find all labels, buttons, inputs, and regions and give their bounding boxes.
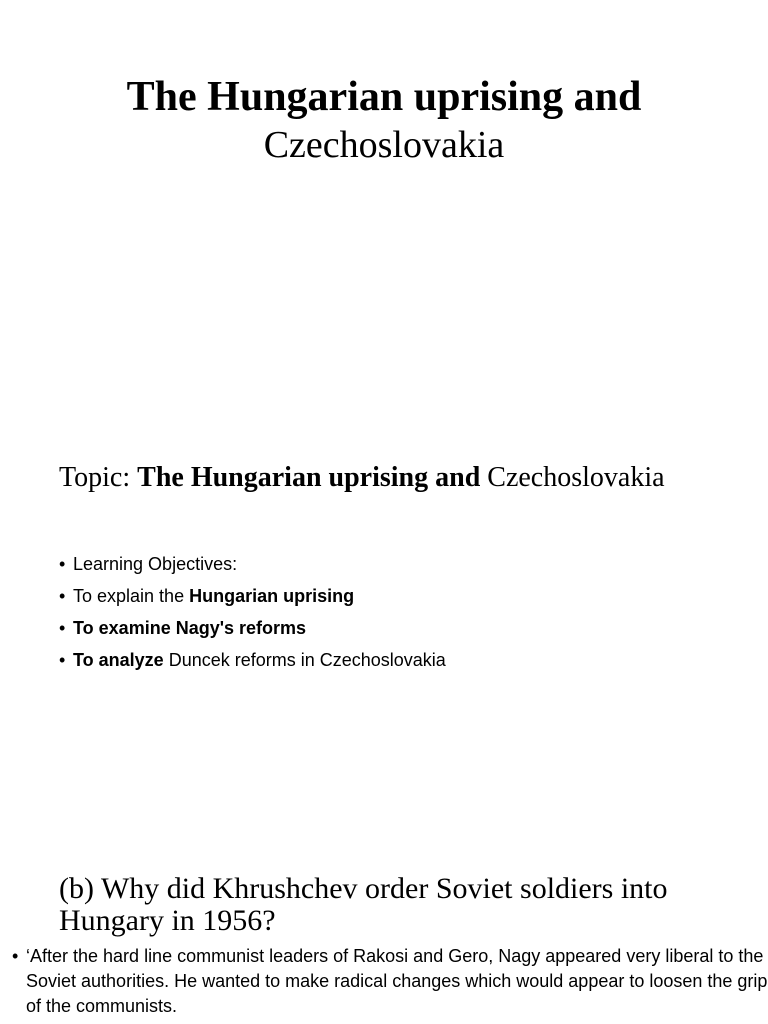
list-item <box>59 580 446 612</box>
bullet-icon: • <box>59 650 66 670</box>
bullet-icon: • <box>59 618 66 638</box>
objective-rest-text: Duncek reforms in Czechoslovakia <box>163 650 446 670</box>
list-item <box>59 612 446 644</box>
quote-text: ‘After the hard line communist leaders of Rakosi and Gero, Nagy appeared very liberal to the Soviet authorities. He wanted to make radical changes which would appear to loosen the grip of the communists. <box>26 946 768 1016</box>
objective-bold-text: To analyze <box>73 650 164 670</box>
topic-prefix: Topic: <box>59 462 138 493</box>
title-line-1: The Hungarian uprising and <box>126 74 642 120</box>
objectives-heading: Learning Objectives: <box>73 554 238 574</box>
bullet-icon: • <box>12 946 19 966</box>
objective-text: To explain the <box>73 586 190 606</box>
topic-bold: The Hungarian uprising and <box>137 462 481 493</box>
question-heading: (b) Why did Khrushchev order Soviet soldiers into Hungary in 1956? <box>59 872 668 937</box>
title-line-2: Czechoslovakia <box>263 124 505 166</box>
objective-bold-text: Hungarian uprising <box>189 586 355 606</box>
quote-list-item <box>8 944 768 1019</box>
topic-heading <box>59 460 665 496</box>
list-item <box>59 548 446 580</box>
topic-suffix: Czechoslovakia <box>480 462 665 493</box>
learning-objectives-list <box>59 548 446 676</box>
bullet-icon: • <box>59 586 66 606</box>
bullet-icon: • <box>59 554 66 574</box>
objective-bold-text: To examine Nagy's reforms <box>73 618 307 638</box>
list-item <box>59 644 446 676</box>
